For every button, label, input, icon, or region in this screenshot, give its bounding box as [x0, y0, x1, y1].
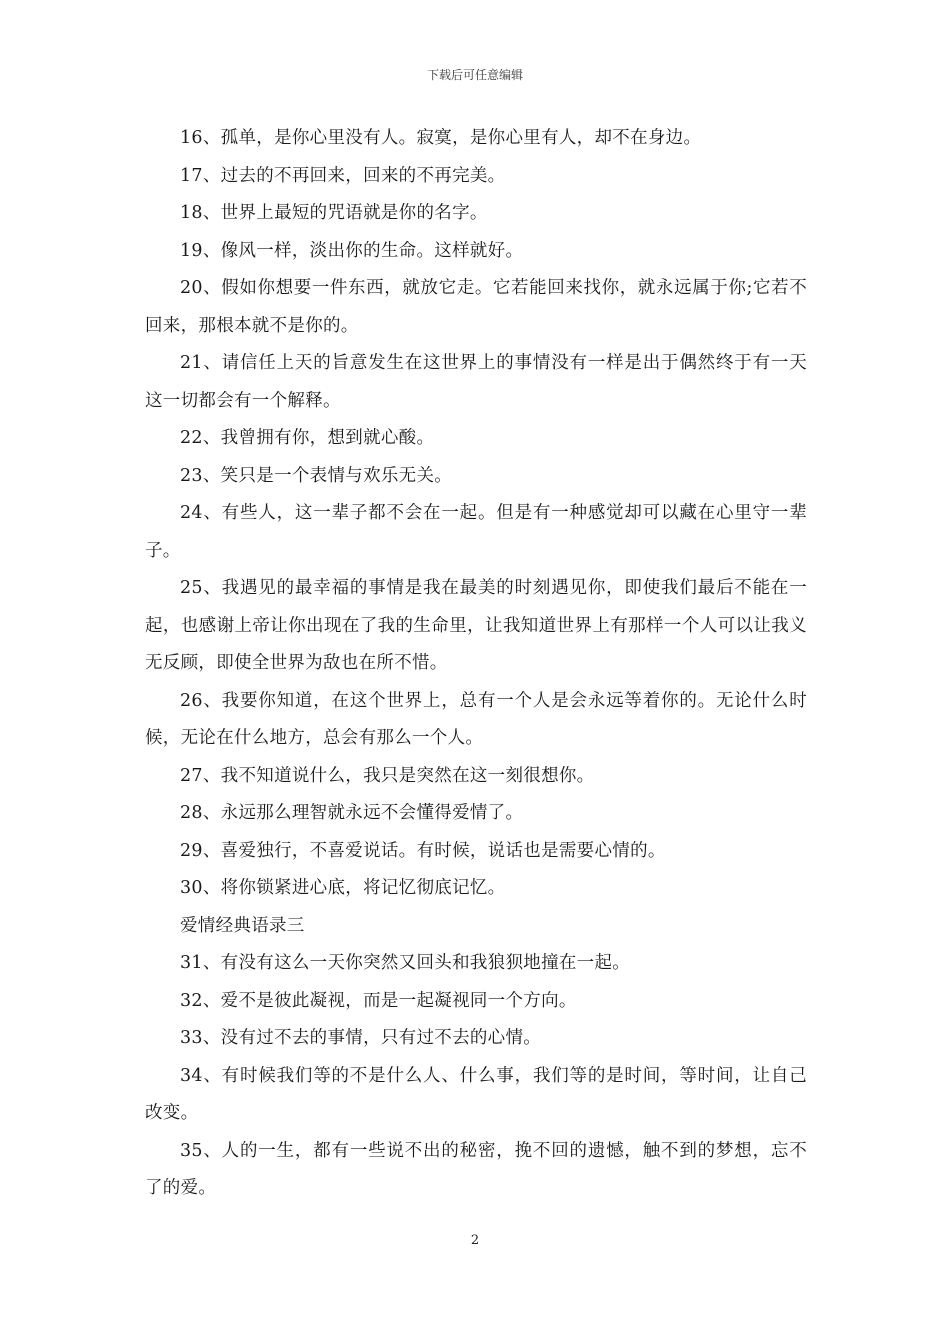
- page-header: 下载后可任意编辑: [426, 68, 523, 82]
- paragraph: 31、有没有这么一天你突然又回头和我狼狈地撞在一起。: [180, 953, 631, 973]
- paragraph: 19、像风一样，淡出你的生命。这样就好。: [180, 240, 524, 261]
- paragraph: 20、假如你想要一件东西，就放它走。它若能回来找你，就永远属于你;它若不回来，那根本就不是你的。: [145, 278, 807, 336]
- paragraph: 30、将你锁紧进心底，将记忆彻底记忆。: [180, 878, 506, 898]
- document-body: [145, 120, 807, 1208]
- paragraph: 28、永远那么理智就永远不会懂得爱情了。: [180, 803, 524, 823]
- paragraph: 29、喜爱独行，不喜爱说话。有时候，说话也是需要心情的。: [180, 840, 666, 861]
- paragraph: 24、有些人，这一辈子都不会在一起。但是有一种感觉却可以藏在心里守一辈子。: [145, 503, 807, 561]
- page-number: 2: [470, 1233, 480, 1248]
- paragraph: 16、孤单，是你心里没有人。寂寞，是你心里有人，却不在身边。: [180, 128, 702, 148]
- paragraph: 18、世界上最短的咒语就是你的名字。: [180, 203, 488, 223]
- paragraph: 33、没有过不去的事情，只有过不去的心情。: [180, 1028, 542, 1048]
- paragraph: 32、爱不是彼此凝视，而是一起凝视同一个方向。: [180, 990, 577, 1011]
- section-heading: 爱情经典语录三: [180, 915, 305, 936]
- paragraph: 23、笑只是一个表情与欢乐无关。: [180, 465, 453, 486]
- paragraph: 26、我要你知道，在这个世界上，总有一个人是会永远等着你的。无论什么时候，无论在什么地方，总会有那么一个人。: [145, 690, 807, 748]
- paragraph: 22、我曾拥有你，想到就心酸。: [180, 428, 435, 448]
- paragraph: 25、我遇见的最幸福的事情是我在最美的时刻遇见你，即使我们最后不能在一起，也感谢上帝让你出现在了我的生命里，让我知道世界上有那样一个人可以让我义无反顾，即使全世界为敌也在所不惜。: [145, 578, 807, 673]
- paragraph: 21、请信任上天的旨意发生在这世界上的事情没有一样是出于偶然终于有一天这一切都会有一个解释。: [145, 353, 807, 411]
- paragraph: 35、人的一生，都有一些说不出的秘密，挽不回的遗憾，触不到的梦想，忘不了的爱。: [145, 1140, 807, 1198]
- paragraph: 34、有时候我们等的不是什么人、什么事，我们等的是时间，等时间，让自己改变。: [145, 1065, 807, 1123]
- paragraph: 17、过去的不再回来，回来的不再完美。: [180, 165, 506, 186]
- paragraph: 27、我不知道说什么，我只是突然在这一刻很想你。: [180, 765, 595, 786]
